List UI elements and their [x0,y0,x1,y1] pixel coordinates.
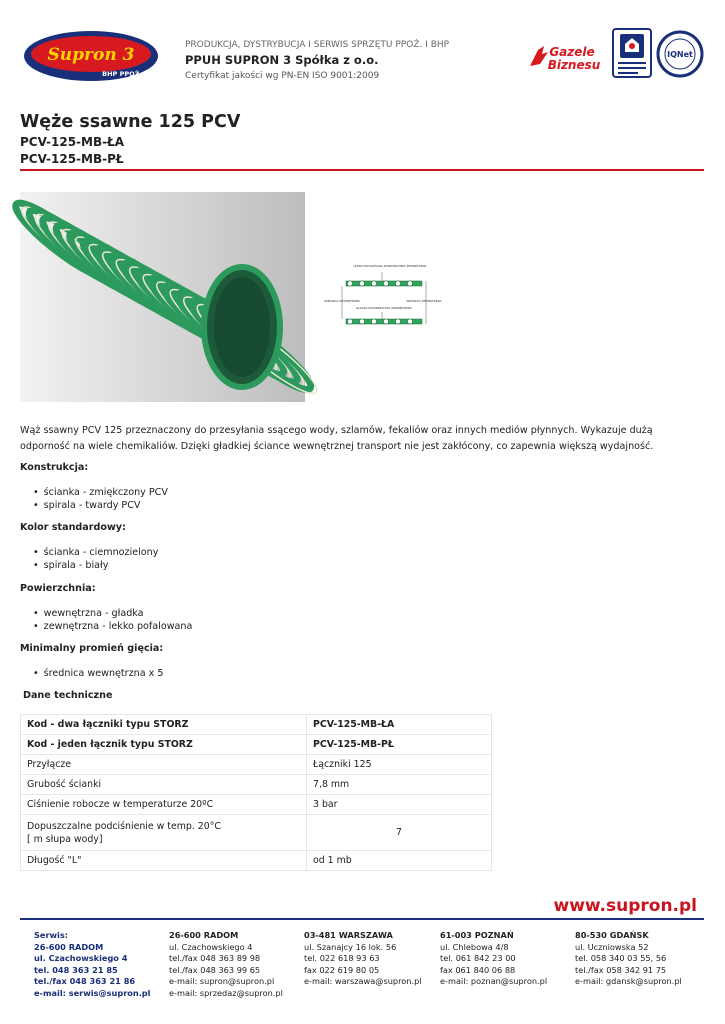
section-heading-color: Kolor standardowy: [20,522,126,533]
footer-line: tel. 022 618 93 63 [304,953,380,964]
company-tagline: PRODUKCJA, DYSTRYBUCJA I SERWIS SPRZĘTU PPOŻ. I BHP [185,40,450,50]
color-list [33,546,158,572]
footer-line: ul. Chlebowa 4/8 [440,941,509,952]
certificate-badge-icon [612,28,652,78]
footer-line: 80-530 GDAŃSK [575,930,649,940]
table-cell: 7,8 mm [307,775,492,795]
table-row [21,755,492,775]
svg-text:Supron 3: Supron 3 [47,45,135,65]
footer-poznan [440,930,547,988]
surface-list [33,607,192,633]
footer-line: tel. 058 340 03 55, 56 [575,953,667,964]
product-title-block [20,110,704,168]
company-info [185,38,449,83]
table-cell: Długość "L" [21,851,307,871]
list-item: • wewnętrzna - gładka [33,607,192,620]
table-cell: PCV-125-MB-ŁA [307,715,492,735]
list-item: • spirala - biały [33,559,158,572]
page-header [0,0,725,90]
footer-line: e-mail: warszawa@supron.pl [304,976,422,987]
table-cell: Kod - dwa łączniki typu STORZ [21,715,307,735]
footer-line: Serwis: [34,930,69,940]
svg-text:Gazele: Gazele [549,45,595,59]
footer-line: fax 061 840 06 88 [440,964,516,975]
table-cell: Ciśnienie robocze w temperaturze 20ºC [21,795,307,815]
footer-line: ul. Czachowskiego 4 [34,953,128,964]
footer-line: e-mail: sprzedaz@supron.pl [169,987,283,998]
list-item: • ścianka - zmiękczony PCV [33,486,168,499]
list-item: • średnica wewnętrzna x 5 [33,667,164,680]
table-cell: PCV-125-MB-PŁ [307,735,492,755]
product-code-2: PCV-125-MB-PŁ [20,152,124,166]
footer-line: 03-481 WARSZAWA [304,930,393,940]
list-item: • spirala - twardy PCV [33,499,168,512]
footer-gdansk [575,930,682,988]
section-heading-bend-radius: Minimalny promień gięcia: [20,643,164,654]
footer-line: 61-003 POZNAŃ [440,930,514,940]
table-cell: Przyłącze [21,755,307,775]
footer-line: tel./fax 048 363 99 65 [169,964,261,975]
footer-radom [169,930,283,1000]
section-heading-surface: Powierzchnia: [20,583,96,594]
list-item: • zewnętrzna - lekko pofalowana [33,620,192,633]
footer-line: 26-600 RADOM [34,941,104,952]
table-cell: Kod - jeden łącznik typu STORZ [21,735,307,755]
supron-logo [22,30,160,82]
tech-data-table [20,714,492,871]
footer-line: e-mail: supron@supron.pl [169,976,275,987]
footer-line: e-mail: serwis@supron.pl [34,987,151,998]
table-cell: Grubość ścianki [21,775,307,795]
svg-text:ŚREDNICA WEWNĘTRZNA: ŚREDNICA WEWNĘTRZNA [323,299,361,303]
iqnet-badge-icon [656,30,704,78]
gazele-biznesu-logo [528,36,602,76]
footer-line: fax 022 619 80 05 [304,964,380,975]
footer-line: tel./fax 048 363 89 98 [169,953,261,964]
table-row [21,795,492,815]
footer-line: ul. Uczniowska 52 [575,941,649,952]
table-cell: Łączniki 125 [307,755,492,775]
page-title: Węże ssawne 125 PCV [20,112,241,132]
construction-list [33,486,168,512]
footer-line: ul. Czachowskiego 4 [169,941,253,952]
footer-line: tel. 061 842 23 00 [440,953,516,964]
hose-photo [20,192,305,402]
footer-divider [20,918,704,920]
footer-line: e-mail: gdansk@supron.pl [575,976,682,987]
table-row [21,851,492,871]
footer-line: e-mail: poznan@supron.pl [440,976,548,987]
product-description: Wąż ssawny PCV 125 przeznaczony do przesyłania ssącego wody, szlamów, fekaliów oraz innych mediów płynnych. Wykazuje dużą odporność na wiele chemikaliów. Dzięki gładkiej ściance wewnętrznej transport nie jest zakłócony, co zapewnia większą wydajność. [20,425,654,452]
table-row [21,715,492,735]
footer-line: 26-600 RADOM [169,930,239,940]
tech-data-heading: Dane techniczne [23,690,113,701]
svg-text:ŚREDNICA ZEWNĘTRZNA: ŚREDNICA ZEWNĘTRZNA [406,299,442,303]
footer-serwis [34,930,150,1000]
section-heading-construction: Konstrukcja: [20,462,89,473]
footer-line: ul. Szanajcy 16 lok. 56 [304,941,397,952]
svg-text:BHP PPOŻ.: BHP PPOŻ. [102,70,142,78]
footer-line: tel. 048 363 21 85 [34,964,118,975]
list-item: • ścianka - ciemnozielony [33,546,158,559]
bend-radius-list [33,667,164,680]
company-name: PPUH SUPRON 3 Spółka z o.o. [185,53,379,67]
table-row [21,735,492,755]
table-cell: od 1 mb [307,851,492,871]
table-cell: 7 [307,815,492,851]
table-row [21,815,492,851]
table-cell-line: [ m słupa wody] [27,833,103,845]
footer-warszawa [304,930,422,988]
table-cell [21,815,307,851]
company-certificate: Certyfikat jakości wg PN-EN ISO 9001:2009 [185,71,380,81]
table-row [21,775,492,795]
website-link[interactable]: www.supron.pl [553,896,697,916]
table-cell: 3 bar [307,795,492,815]
svg-text:LEKKO POFALOWANA POWIERZCHNIA: LEKKO POFALOWANA POWIERZCHNIA ZEWNĘTRZNA [353,264,427,268]
footer-line: tel./fax 048 363 21 86 [34,976,136,987]
title-divider [20,169,704,171]
hose-cross-section-diagram [323,262,442,332]
svg-text:GŁADKA POWIERZCHNIA WEWNĘTRZNA: GŁADKA POWIERZCHNIA WEWNĘTRZNA [355,306,413,310]
svg-text:IQNet: IQNet [667,50,693,59]
footer-line: tel./fax 058 342 91 75 [575,964,667,975]
product-code-1: PCV-125-MB-ŁA [20,135,125,149]
table-cell-line: Dopuszczalne podciśnienie w temp. 20°C [27,820,221,832]
svg-text:Biznesu: Biznesu [547,58,601,72]
